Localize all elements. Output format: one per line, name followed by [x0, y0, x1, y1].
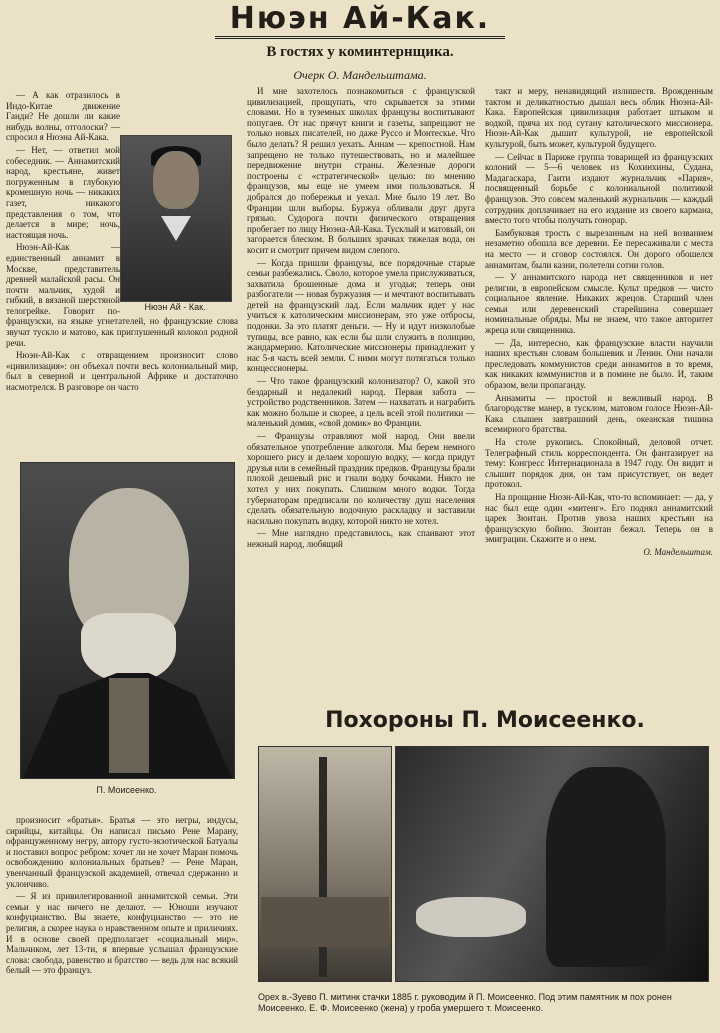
- photo-monument: [258, 746, 392, 982]
- beard-shape: [81, 613, 176, 683]
- caption-moiseenko: П. Моисеенко.: [96, 785, 157, 795]
- author-signature: О. Мандельштам.: [643, 546, 713, 557]
- paragraph: — Французы отравляют мой народ. Они ввели обязательное употребление алкоголя. Мы берем немного хорошего рису и делаем хорошую водку, — когда придут друзья или в семейный праздник предков. Французы брали плохой дешевый рис и гнали водку бочками. Никто не хотел у них покупать. Слишком много водки. Тогда губернаторам предписали по количеству душ населения сделать обязательную водочную раскладку и заставили насильно покупать водку, которой никто не хотел.: [247, 431, 475, 526]
- article-title: Нюэн Ай-Как.: [215, 2, 505, 39]
- paragraph: На столе рукопись. Спокойный, деловой отчет. Телеграфный стиль корреспондента. Он фантазирует на тему: Конгресс Интернационала в 1947 году. Он видит и слышит порядок дня, он там присутствует, он ведет протокол.: [485, 437, 713, 490]
- building-shape: [261, 897, 389, 947]
- portrait-nguyen-ai-quoc: [120, 135, 232, 302]
- paragraph: Аннамиты — простой и вежливый народ. В благородстве манер, в тусклом, матовом голосе Нюэн-Ай-Кака слышен завтрашний день, океанская тишина всемирного братства.: [485, 392, 713, 435]
- paragraph: — Нет, — ответил мой собеседник. — Аннамитский народ, крестьяне, живет погруженным в глубокую кромешную ночь — никаких газет, никакого представления о том, что делается в мире; ночь, настоящая ночь.: [6, 144, 120, 240]
- paragraph: — У аннамитского народа нет священников и нет религии, в европейском смысле. Культ предков — чисто социальное явление. Никаких жрецов. Старший член семьи или деревенский старейшина совершает номинальные обряды. Мы не знаем, что такое авторитет жреца или священника.: [485, 272, 713, 336]
- paragraph: Нюэн-Ай-Как с отвращением произносит слово «цивилизация»: он объехал почти весь колониальный мир, был в северной и центральной Африке и достаточно насмотрелся. В разговоре он часто: [6, 350, 238, 393]
- article-byline: Очерк О. Мандельштама.: [293, 68, 427, 82]
- collar-shape: [161, 216, 191, 241]
- column-3: [485, 86, 713, 686]
- paragraph: произносит «братья». Братья — это негры, индусы, сирийцы, китайцы. Он написал письмо Рене Марану, офранцуженному негру, автору густо-экзотической Батуалы и поставил вопрос ребром: хочет ли не хочет Маран помочь освобождению колониальных братьев? — Рене Маран, увенчанный французской академией, отвечал сдержанно и уклончиво.: [6, 815, 238, 889]
- coffin-shape: [416, 897, 526, 937]
- scarf-shape: [109, 678, 149, 773]
- paragraph: — Сейчас в Париже группа товарищей из французских колоний — 5—6 человек из Кохинхины, Судана, Мадагаскара, Гаити издают журнальчик «Пария», посвященный борьбе с колониальной политикой французов. Это совсем маленький журнальчик — каждый сотрудник доплачивает на его издание из своего кармана, вместо того чтобы получать гонорар.: [485, 151, 713, 226]
- funeral-caption: Орех в.-Зуево П. митинк стачки 1885 г. руководим й П. Моисеенко. Под этим памятник м пох ронен Моисеенко. Е. Ф. Моисеенко (жена) у гроба умершего т. Моисеенко.: [258, 992, 672, 1013]
- mourner-figure: [546, 767, 666, 967]
- portrait-moiseenko: [20, 462, 235, 779]
- paragraph: Бамбуковая трость с вырезанным на ней возванием незаметно обошла все деревни. Ее пересаживали с места на место — и сговор состоялся. Он дорого обошелся аннамитам, были казни, полетели сотни голов.: [485, 227, 713, 270]
- paragraph: — Когда пришли французы, все порядочные старые семьи разбежались. Своло, которое умела прислуживаться, захватила брошенные дома и угодья; теперь они разбогатели — новая буржуазия — и мечтают воспитывать детей на французский лад. Если мальчик идет у нас учиться к католическим миссионерам, это уже отбросы, подонки. За это платят деньги. — Ну и идут низколобые тупицы, все равно, как если бы шли служить в полицию, жандармерию. Католические миссионеры принадлежит у нас 5-я часть всей земли. С ними могут потягаться только концессионеры.: [247, 257, 475, 374]
- article-subtitle: В гостях у коминтернщика.: [266, 44, 454, 60]
- funeral-heading: Похороны П. Моисеенко.: [325, 708, 645, 733]
- photo-coffin: [395, 746, 709, 982]
- paragraph: — А как отразилось в Индо-Китае движение Ганди? Не дошли ли какие нибудь волны, отголоски? — спросил я Нюэна Ай-Кака.: [6, 90, 120, 143]
- paragraph: — Мне наглядно представилось, как спаивают этот нежный народ, любящий: [247, 528, 475, 549]
- paragraph: И мне захотелось познакомиться с французской цивилизацией, прощупать, что скрывается за этими словами. Но в туземных школах французы воспитывают попугаев. От нас прячут книги и газеты, запрещают не только новых писателей, но даже Руссо и Монтескье. Что было делать? Я решил уехать. Аннам — крепостной. Нам запрещено не только путешествовать, но и малейшее передвижение внутри страны. Железные дороги построены с «стратегической» целью: по мнению французов, мы еще не умеем ими пользоваться. Я добрался до побережья и уехал. Мне было 19 лет. Во Франции шли выборы. Буржуа обливали друг друга грязью. Судорога почти физического отвращения пробегает по лицу Нюэна-Ай-Кака. Тусклый и матовый, он загорается блеском. В больших зрачках тяжелая вода, он косит и смотрит причем видом слепого.: [247, 86, 475, 255]
- paragraph: На прощание Нюэн-Ай-Как, что-то вспоминает: — да, у нас был еще один «митенг». Его поднял аннамитский царек Зюитан. Против увоза наших крестьян на французскую бойню. Зюитан бежал. Теперь он в эмиграции. Скажите и о нем.: [485, 491, 713, 545]
- paragraph: такт и меру, ненавидящий излишеств. Врожденным тактом и деликатностью дышал весь облик Нюэна-Ай-Кака. Европейская цивилизация работает штыком и водкой, пряча их под сутану католического миссионера. Нюэн-Ай-Как дышит культурой, не европейской культурой, быть может, культурой будущего.: [485, 86, 713, 149]
- column-2: [247, 86, 475, 686]
- paragraph: — Что такое французский колонизатор? О, какой это бездарный и недалекий народ. Первая забота — устройство родственников. Затем — нахватать и награбить как можно больше и скорее, а цель всей этой политики — маленький домик, «свой домик» во Франции.: [247, 376, 475, 429]
- paragraph: — Да, интересно, как французские власти научили наших крестьян словам большевик и Ленин. Они начали преследовать коммунистов среди аннамитов в то время, как никаких коммунистов и в помине не было. И, таким образом, вели пропаганду.: [485, 337, 713, 391]
- paragraph: — Я из привилегированной аннамитской семьи. Эти семьи у нас ничего не делают. — Юноши изучают конфуцианство. Вы знаете, конфуцианство — это не религия, а скорее наука о нравственном опыте и приличиях. И в основе своей предполагает «социальный мир». Мальчиком, лет 13-ти, я впервые услышал французские слова: свобода, равенство и братство — ведь для нас всякий белый — это француз.: [6, 891, 238, 976]
- caption-nguyen: Нюэн Ай - Как.: [144, 302, 206, 312]
- paragraph: Нюэн-Ай-Как — единственный аннамит в Москве, представитель древней малайской расы. Он почти мальчик, худой и гибкий, в вязаной шерстяной телогрейке. Говорит по-французски, на языке угнетателей, но французские слова звучат тускло и матово, как приглушенный колокол родной речи.: [6, 242, 238, 348]
- face-shape: [153, 151, 199, 209]
- column-1-bottom: [6, 815, 238, 1020]
